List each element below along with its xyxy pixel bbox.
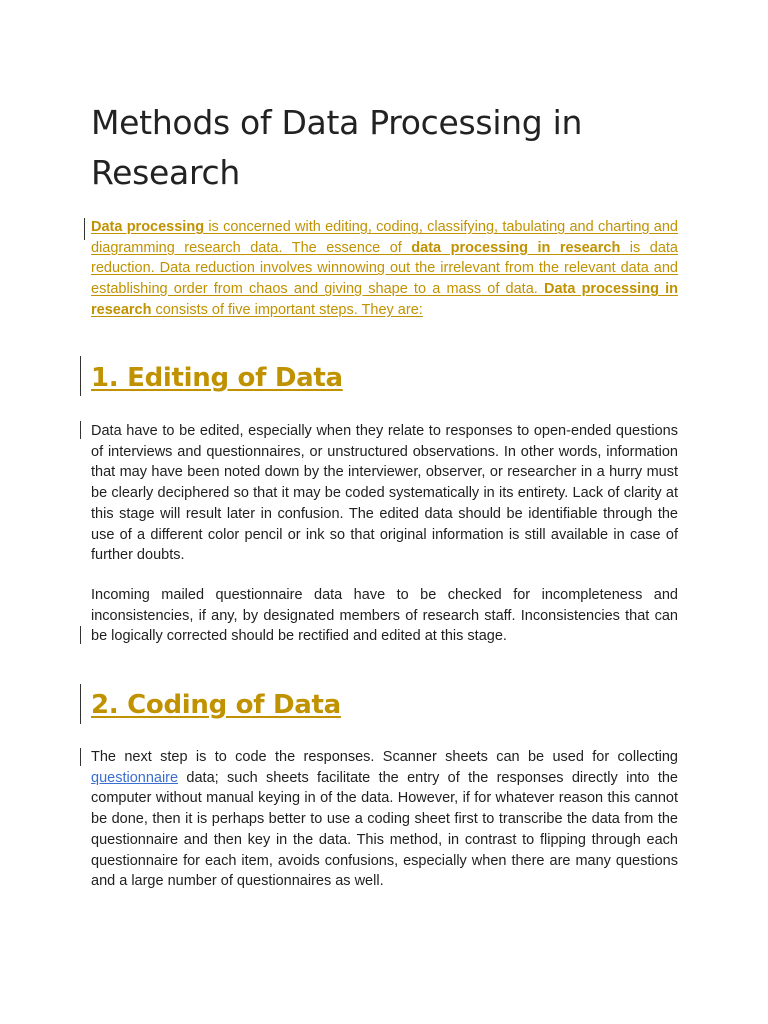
intro-term: Data processing in research bbox=[91, 281, 678, 318]
section-heading-editing: 1. Editing of Data bbox=[91, 363, 343, 393]
coding-text: data; such sheets facilitate the entry of the responses directly into the computer without manual keying in of the data. However, if for whatever reason this cannot be done, then it is perhaps better to use a coding sheet first to transcribe the data from the questionnaire and then key in the data. This method, in contrast to flipping through each questionnaire for each item, avoids confusions, especially when there are many questions and a large number of questionnaires as well. bbox=[91, 769, 678, 890]
section-heading-coding: 2. Coding of Data bbox=[91, 690, 341, 720]
coding-text: The next step is to code the responses. Scanner sheets can be used for collecting bbox=[91, 749, 678, 765]
editing-paragraph-1: Data have to be edited, especially when they relate to responses to open-ended questions of interviews and questionnaires, or unstructured observations. In other words, information that may have been noted down by the interviewer, observer, or researcher in a hurry must be clearly deciphered so that it may be coded systematically in its entirety. Lack of clarity at this stage will result later in confusion. The edited data should be identifiable through the use of a different color pencil or ink so that original information is still available in case of further doubts. bbox=[91, 423, 678, 564]
text-cursor bbox=[84, 218, 85, 240]
text-cursor bbox=[80, 684, 81, 724]
questionnaire-link[interactable]: questionnaire bbox=[91, 769, 179, 786]
text-cursor bbox=[80, 626, 81, 644]
intro-term: Data processing bbox=[91, 219, 205, 235]
intro-text: is concerned with editing, coding, classifying, tabulating and charting and diagramming research data. The essence of bbox=[91, 219, 678, 256]
intro-text: is data reduction. Data reduction involves winnowing out the irrelevant from the relevant data and establishing order from chaos and giving shape to a mass of data. bbox=[91, 239, 678, 298]
text-cursor bbox=[80, 748, 81, 766]
text-cursor bbox=[80, 421, 81, 439]
text-cursor bbox=[80, 356, 81, 396]
editing-paragraph-2: Incoming mailed questionnaire data have to be checked for incompleteness and inconsistencies, if any, by designated members of research staff. Inconsistencies that can be logically corrected should be rectified and edited at this stage. bbox=[91, 587, 678, 645]
intro-text: consists of five important steps. They are: bbox=[151, 301, 423, 318]
page-title: Methods of Data Processing in Research bbox=[91, 103, 583, 192]
coding-paragraph-1 bbox=[91, 747, 678, 892]
intro-term: data processing in research bbox=[411, 239, 621, 256]
intro-paragraph bbox=[91, 217, 678, 321]
